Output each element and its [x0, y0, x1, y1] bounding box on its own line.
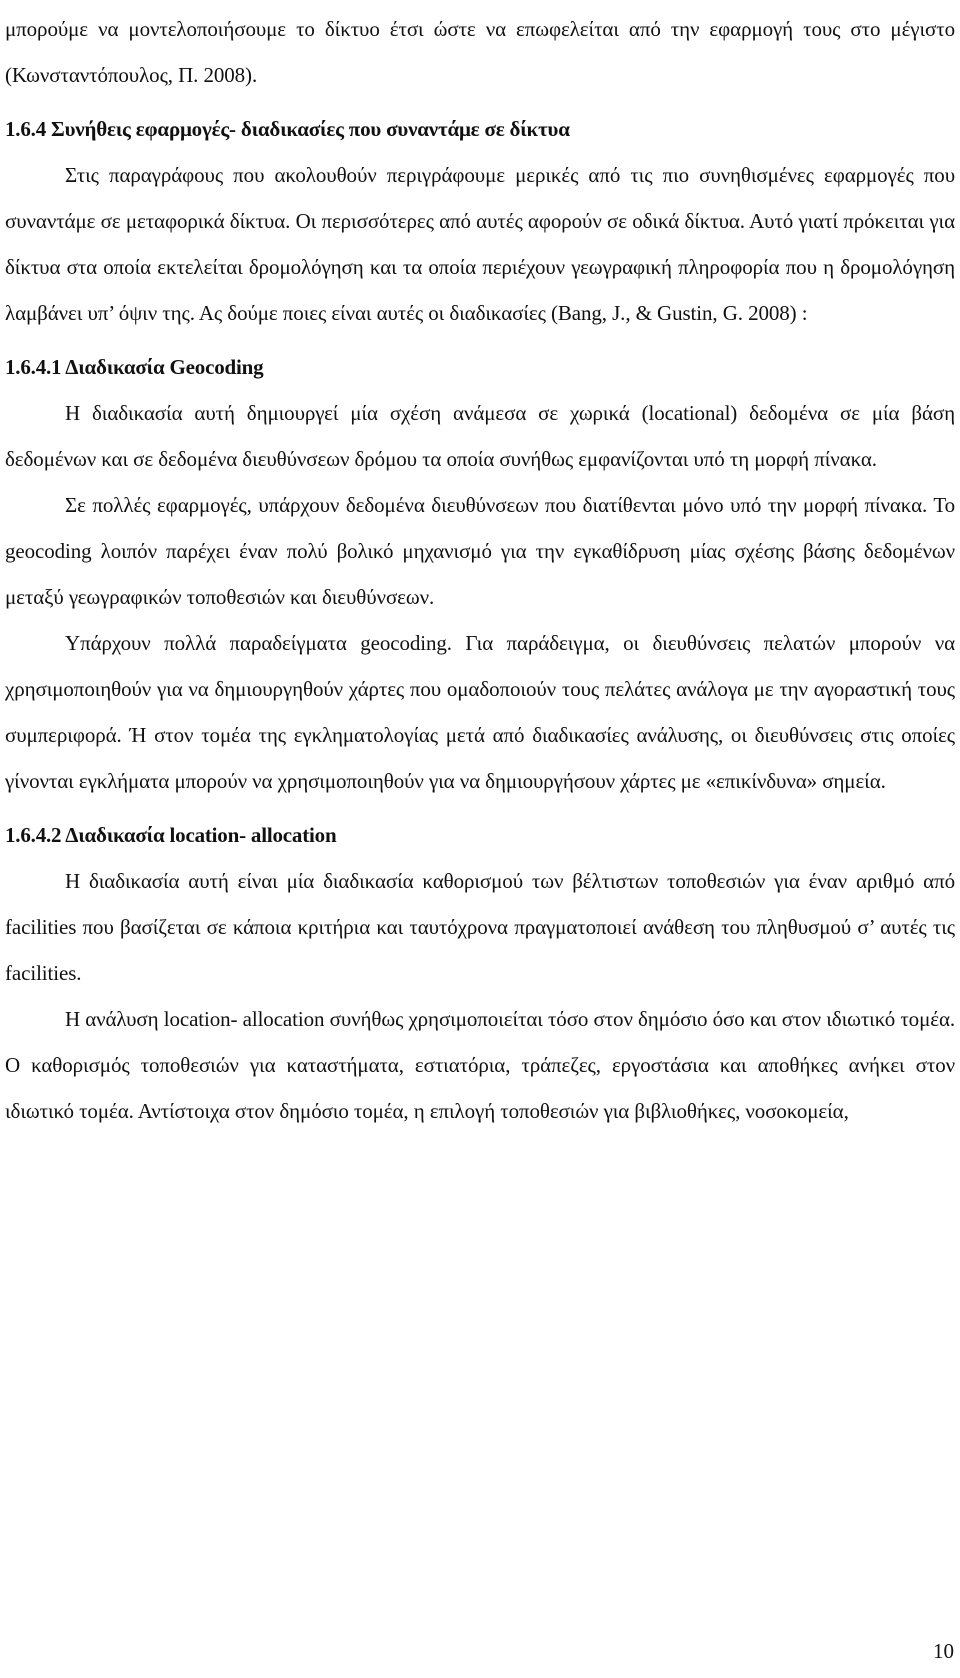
section-heading-1-6-4: 1.6.4 Συνήθεις εφαρμογές- διαδικασίες που συναντάμε σε δίκτυα — [5, 117, 570, 141]
section-1-6-4-paragraph: Στις παραγράφους που ακολουθούν περιγράφουμε μερικές από τις πιο συνηθισμένες εφαρμογές που συναντάμε σε μεταφορικά δίκτυα. Οι περισσότερες από αυτές αφορούν σε οδικά δίκτυα. Αυτό γιατί πρόκειται για δίκτυα στα οποία εκτελείται δρομολόγηση και τα οποία περιέχουν γεωγραφική πληροφορία που η δρομολόγηση λαμβάνει υπ’ όψιν της. Ας δούμε ποιες είναι αυτές οι διαδικασίες (Bang, J., & Gustin, G. 2008) : — [5, 163, 955, 325]
location-allocation-paragraph-2: Η ανάλυση location- allocation συνήθως χρησιμοποιείται τόσο στον δημόσιο όσο και στον ιδιωτικό τομέα. Ο καθορισμός τοποθεσιών για καταστήματα, εστιατόρια, τράπεζες, εργοστάσια και αποθήκες ανήκει στον ιδιωτικό τομέα. Αντίστοιχα στον δημόσιο τομέα, η επιλογή τοποθεσιών για βιβλιοθήκες, νοσοκομεία, — [5, 1007, 955, 1123]
geocoding-paragraph-1: Η διαδικασία αυτή δημιουργεί μία σχέση ανάμεσα σε χωρικά (locational) δεδομένα σε μία βάση δεδομένων και σε δεδομένα διευθύνσεων δρόμου τα οποία συνήθως εμφανίζονται υπό τη μορφή πίνακα. — [5, 401, 955, 471]
section-heading-1-6-4-1: 1.6.4.1 Διαδικασία Geocoding — [5, 355, 264, 379]
intro-paragraph: μπορούμε να μοντελοποιήσουμε το δίκτυο έτσι ώστε να επωφελείται από την εφαρμογή τους στο μέγιστο (Κωνσταντόπουλος, Π. 2008). — [5, 17, 955, 87]
section-heading-1-6-4-2: 1.6.4.2 Διαδικασία location- allocation — [5, 823, 337, 847]
page-number: 10 — [933, 1639, 954, 1663]
geocoding-paragraph-3: Υπάρχουν πολλά παραδείγματα geocoding. Για παράδειγμα, οι διευθύνσεις πελατών μπορούν να χρησιμοποιηθούν για να δημιουργηθούν χάρτες που ομαδοποιούν τους πελάτες ανάλογα με την αγοραστική τους συμπεριφορά. Ή στον τομέα της εγκληματολογίας μετά από διαδικασίες ανάλυσης, οι διευθύνσεις στις οποίες γίνονται εγκλήματα μπορούν να χρησιμοποιηθούν για να δημιουργήσουν χάρτες με «επικίνδυνα» σημεία. — [5, 631, 955, 793]
document-page — [5, 0, 955, 1134]
location-allocation-paragraph-1: Η διαδικασία αυτή είναι μία διαδικασία καθορισμού των βέλτιστων τοποθεσιών για έναν αριθμό από facilities που βασίζεται σε κάποια κριτήρια και ταυτόχρονα πραγματοποιεί ανάθεση του πληθυσμού σ’ αυτές τις facilities. — [5, 869, 955, 985]
geocoding-paragraph-2: Σε πολλές εφαρμογές, υπάρχουν δεδομένα διευθύνσεων που διατίθενται μόνο υπό την μορφή πίνακα. Το geocoding λοιπόν παρέχει έναν πολύ βολικό μηχανισμό για την εγκαθίδρυση μίας σχέσης βάσης δεδομένων μεταξύ γεωγραφικών τοποθεσιών και διευθύνσεων. — [5, 493, 955, 609]
